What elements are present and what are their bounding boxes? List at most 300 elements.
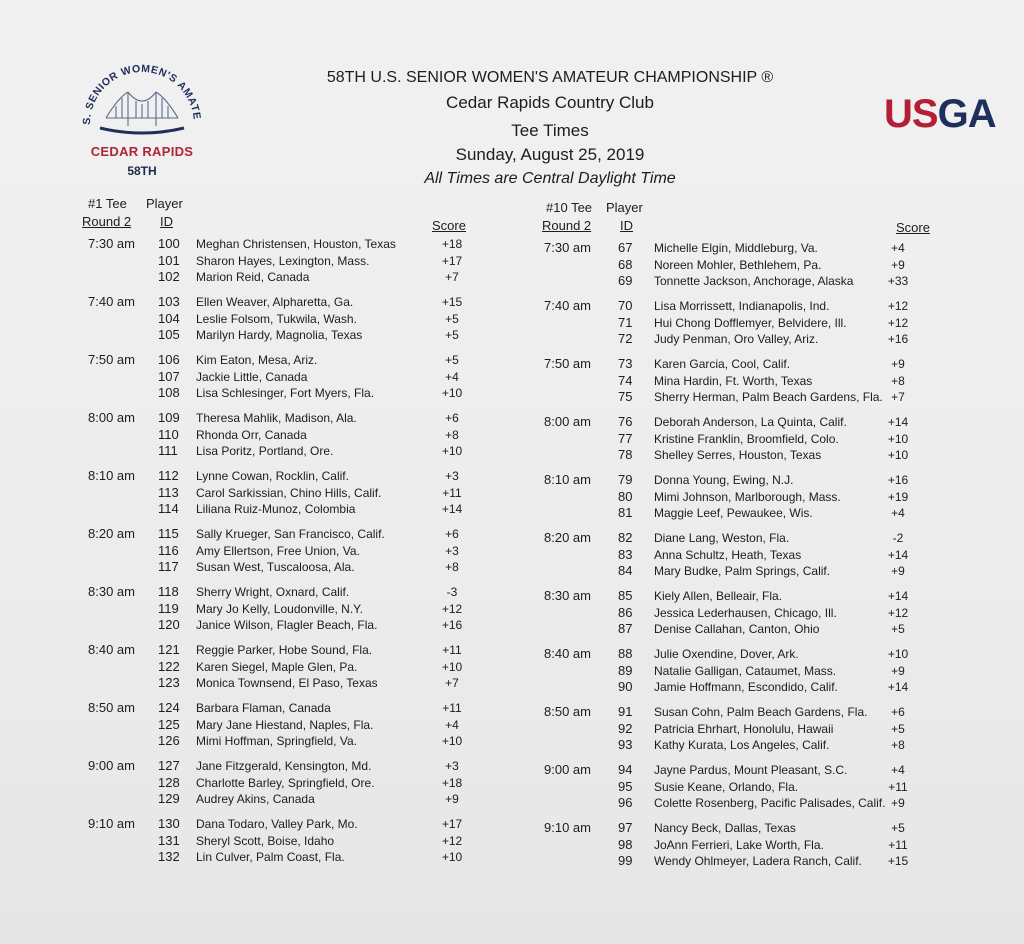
player-row	[82, 584, 482, 601]
player-name: Sally Krueger, San Francisco, Calif.	[196, 527, 385, 541]
tee-time: 7:50 am	[88, 352, 135, 367]
player-row	[542, 447, 922, 464]
player-id: 80	[618, 488, 633, 504]
player-id: 98	[618, 836, 633, 852]
player-score: +9	[445, 792, 459, 806]
player-score: +7	[445, 676, 459, 690]
player-score: +3	[445, 543, 459, 558]
player-id: 73	[618, 356, 633, 371]
venue-name: Cedar Rapids Country Club	[446, 93, 654, 112]
tee-time-group	[82, 294, 482, 344]
player-score: +11	[442, 643, 462, 657]
player-id: 101	[158, 252, 180, 268]
tee10-tee-label: #10 Tee	[546, 200, 593, 215]
player-id: 75	[618, 389, 633, 404]
player-score: +11	[888, 837, 908, 852]
player-row	[82, 617, 482, 634]
player-id: 77	[618, 430, 633, 446]
player-name: Marilyn Hardy, Magnolia, Texas	[196, 328, 363, 342]
player-name: Jessica Lederhausen, Chicago, Ill.	[654, 605, 837, 620]
document-title: Tee Times	[511, 121, 589, 140]
player-score: +15	[887, 854, 909, 868]
player-name: Denise Callahan, Canton, Ohio	[654, 622, 820, 636]
player-score: +33	[887, 274, 909, 288]
player-row	[542, 721, 922, 738]
player-row	[82, 849, 482, 866]
player-row	[542, 298, 922, 315]
player-row	[82, 443, 482, 460]
player-row	[542, 389, 922, 406]
player-row	[82, 642, 482, 659]
player-name: Lisa Schlesinger, Fort Myers, Fla.	[196, 386, 375, 400]
player-row	[542, 820, 922, 837]
tee10-score-label: Score	[896, 220, 930, 235]
tee-time: 8:10 am	[88, 468, 135, 483]
player-row	[542, 795, 922, 812]
player-id: 104	[158, 310, 180, 326]
player-score: +6	[445, 411, 459, 425]
player-id: 107	[158, 368, 180, 384]
player-score: +10	[441, 734, 463, 748]
player-score: +14	[887, 589, 909, 603]
player-row	[82, 468, 482, 485]
tee1-round-label: Round 2	[82, 214, 132, 229]
player-row	[82, 253, 482, 270]
player-name: Mimi Hoffman, Springfield, Va.	[196, 734, 357, 748]
player-id: 106	[158, 352, 180, 367]
player-score: +10	[441, 850, 463, 864]
timezone-note: All Times are Central Daylight Time	[424, 170, 676, 187]
player-score: +16	[887, 473, 909, 487]
usga-logo	[884, 92, 996, 137]
player-name: Karen Siegel, Maple Glen, Pa.	[196, 659, 358, 674]
player-id: 90	[618, 679, 633, 694]
player-row	[542, 605, 922, 622]
player-id: 130	[158, 816, 180, 831]
player-id: 111	[158, 443, 178, 458]
tee-time: 7:40 am	[544, 298, 591, 313]
player-id: 99	[618, 853, 633, 868]
player-id: 76	[618, 414, 633, 429]
player-id: 81	[618, 505, 633, 520]
tee10-player-label: Player	[606, 200, 643, 215]
player-row	[542, 257, 922, 274]
player-score: +14	[887, 547, 909, 562]
player-name: Sheryl Scott, Boise, Idaho	[196, 833, 335, 848]
player-name: Janice Wilson, Flagler Beach, Fla.	[196, 618, 378, 632]
player-id: 96	[618, 795, 633, 810]
player-row	[82, 501, 482, 518]
player-score: +10	[887, 431, 909, 446]
player-score: +5	[891, 821, 905, 835]
player-name: Kim Eaton, Mesa, Ariz.	[196, 353, 318, 367]
player-row	[542, 646, 922, 663]
player-row	[542, 356, 922, 373]
player-row	[542, 762, 922, 779]
player-row	[542, 530, 922, 547]
player-id: 89	[618, 662, 633, 678]
player-score: +14	[441, 502, 463, 516]
player-row	[542, 704, 922, 721]
player-id: 117	[158, 559, 179, 574]
player-score: +11	[888, 779, 908, 794]
player-score: +10	[441, 659, 463, 674]
player-id: 83	[618, 546, 633, 562]
player-row	[542, 414, 922, 431]
tee-time: 8:30 am	[88, 584, 135, 599]
player-id: 109	[158, 410, 180, 425]
player-score: -2	[892, 531, 904, 545]
tee-time-group	[542, 646, 922, 696]
player-name: Jamie Hoffmann, Escondido, Calif.	[654, 680, 838, 694]
player-row	[542, 373, 922, 390]
player-id: 79	[618, 472, 633, 487]
player-id: 122	[158, 658, 180, 674]
player-score: +9	[891, 663, 905, 678]
tee-time: 8:00 am	[88, 410, 135, 425]
player-name: Karen Garcia, Cool, Calif.	[654, 357, 791, 371]
player-name: Mary Budke, Palm Springs, Calif.	[654, 564, 831, 578]
player-name: Rhonda Orr, Canada	[196, 427, 307, 442]
player-id: 124	[158, 700, 180, 715]
player-name: JoAnn Ferrieri, Lake Worth, Fla.	[654, 837, 824, 852]
player-name: Mary Jane Hiestand, Naples, Fla.	[196, 717, 374, 732]
player-score: +12	[441, 833, 463, 848]
tee-time-group	[542, 762, 922, 812]
player-score: +8	[891, 738, 905, 752]
player-row	[82, 311, 482, 328]
player-score: +12	[887, 315, 909, 330]
player-name: Audrey Akins, Canada	[196, 792, 315, 806]
player-name: Carol Sarkissian, Chino Hills, Calif.	[196, 485, 382, 500]
player-score: +8	[445, 427, 459, 442]
tee-time-group	[542, 588, 922, 638]
player-name: Judy Penman, Oro Valley, Ariz.	[654, 332, 819, 346]
player-score: +16	[441, 618, 463, 632]
player-score: +5	[891, 721, 905, 736]
tee-time: 8:40 am	[544, 646, 591, 661]
player-id: 88	[618, 646, 633, 661]
tee-time: 9:00 am	[88, 758, 135, 773]
player-row	[82, 385, 482, 402]
player-name: Kiely Allen, Belleair, Fla.	[654, 589, 783, 603]
player-id: 68	[618, 256, 633, 272]
player-id: 131	[158, 832, 180, 848]
player-row	[82, 700, 482, 717]
player-name: Anna Schultz, Heath, Texas	[654, 547, 802, 562]
player-row	[82, 352, 482, 369]
tee-time-group	[82, 700, 482, 750]
player-id: 112	[158, 468, 179, 483]
tee1-tee-label: #1 Tee	[88, 196, 127, 211]
player-score: +9	[891, 357, 905, 371]
player-name: Julie Oxendine, Dover, Ark.	[654, 647, 799, 661]
tee1-id-label: ID	[160, 214, 173, 229]
player-name: Lynne Cowan, Rocklin, Calif.	[196, 469, 349, 483]
tee-time: 7:30 am	[88, 236, 135, 251]
logo-edition: 58TH	[127, 164, 157, 178]
player-row	[542, 621, 922, 638]
player-id: 114	[158, 501, 179, 516]
player-score: +12	[887, 605, 909, 620]
player-score: +18	[441, 775, 463, 790]
player-id: 87	[618, 621, 633, 636]
player-id: 94	[618, 762, 633, 777]
player-name: Jayne Pardus, Mount Pleasant, S.C.	[654, 763, 848, 777]
player-score: +7	[891, 390, 905, 404]
tee-time-group	[82, 816, 482, 866]
player-row	[542, 505, 922, 522]
tee-time-group	[82, 758, 482, 808]
player-name: Meghan Christensen, Houston, Texas	[196, 237, 396, 251]
championship-title: 58TH U.S. SENIOR WOMEN'S AMATEUR CHAMPIONSHIP ®	[326, 69, 774, 86]
player-row	[82, 775, 482, 792]
player-row	[82, 559, 482, 576]
tee-time: 8:20 am	[88, 526, 135, 541]
player-name: Sherry Wright, Oxnard, Calif.	[196, 585, 350, 599]
player-name: Kathy Kurata, Los Angeles, Calif.	[654, 738, 830, 752]
tee-time-group	[542, 530, 922, 580]
tee-time-group	[82, 642, 482, 692]
player-score: +9	[891, 796, 905, 810]
tee-time-group	[542, 704, 922, 754]
player-name: Reggie Parker, Hobe Sound, Fla.	[196, 643, 373, 657]
player-row	[542, 737, 922, 754]
player-score: +11	[442, 485, 462, 500]
tee-time-group	[542, 298, 922, 348]
player-score: +6	[445, 527, 459, 541]
player-row	[82, 816, 482, 833]
player-name: Diane Lang, Weston, Fla.	[654, 531, 790, 545]
tee-time: 9:10 am	[88, 816, 135, 831]
tee-time: 8:50 am	[544, 704, 591, 719]
player-name: Marion Reid, Canada	[196, 270, 310, 284]
player-score: +5	[891, 622, 905, 636]
player-score: +11	[442, 701, 462, 715]
player-id: 120	[158, 617, 180, 632]
player-score: +14	[887, 415, 909, 429]
player-name: Patricia Ehrhart, Honolulu, Hawaii	[654, 721, 834, 736]
player-id: 132	[158, 849, 180, 864]
tee-time: 8:00 am	[544, 414, 591, 429]
tee-time-group	[542, 472, 922, 522]
player-id: 128	[158, 774, 180, 790]
player-row	[82, 327, 482, 344]
player-id: 105	[158, 327, 180, 342]
player-name: Dana Todaro, Valley Park, Mo.	[196, 817, 358, 831]
player-score: +12	[887, 299, 909, 313]
player-id: 118	[158, 584, 179, 599]
player-name: Leslie Folsom, Tukwila, Wash.	[196, 311, 357, 326]
player-score: +4	[445, 717, 459, 732]
player-name: Mary Jo Kelly, Loudonville, N.Y.	[196, 601, 363, 616]
tee1-column-headers	[82, 196, 482, 236]
player-name: Mimi Johnson, Marlborough, Mass.	[654, 489, 841, 504]
player-id: 74	[618, 372, 633, 388]
player-row	[82, 485, 482, 502]
player-id: 86	[618, 604, 633, 620]
tee-time: 8:50 am	[88, 700, 135, 715]
player-id: 126	[158, 733, 180, 748]
player-id: 97	[618, 820, 633, 835]
player-id: 92	[618, 720, 633, 736]
tee-time: 8:20 am	[544, 530, 591, 545]
player-id: 127	[158, 758, 180, 773]
player-score: +17	[441, 817, 463, 831]
player-row	[82, 427, 482, 444]
player-row	[82, 601, 482, 618]
player-name: Noreen Mohler, Bethlehem, Pa.	[654, 257, 822, 272]
player-name: Lin Culver, Palm Coast, Fla.	[196, 850, 345, 864]
player-id: 108	[158, 385, 180, 400]
player-id: 100	[158, 236, 180, 251]
player-row	[542, 273, 922, 290]
player-name: Sherry Herman, Palm Beach Gardens, Fla.	[654, 390, 883, 404]
player-row	[542, 779, 922, 796]
player-row	[82, 659, 482, 676]
tee-time: 8:40 am	[88, 642, 135, 657]
player-row	[542, 472, 922, 489]
tee-time-group	[542, 414, 922, 464]
player-name: Jackie Little, Canada	[196, 369, 308, 384]
player-id: 116	[158, 542, 179, 558]
player-id: 93	[618, 737, 633, 752]
tee1-player-label: Player	[146, 196, 183, 211]
player-name: Barbara Flaman, Canada	[196, 701, 331, 715]
player-name: Susan Cohn, Palm Beach Gardens, Fla.	[654, 705, 868, 719]
player-name: Maggie Leef, Pewaukee, Wis.	[654, 506, 813, 520]
player-score: +10	[441, 444, 463, 458]
player-row	[82, 733, 482, 750]
tee-time: 8:10 am	[544, 472, 591, 487]
player-id: 78	[618, 447, 633, 462]
tee10-round-label: Round 2	[542, 218, 592, 233]
player-name: Lisa Poritz, Portland, Ore.	[196, 444, 334, 458]
player-name: Tonnette Jackson, Anchorage, Alaska	[654, 274, 854, 288]
player-name: Hui Chong Dofflemyer, Belvidere, Ill.	[654, 315, 847, 330]
player-row	[82, 294, 482, 311]
player-id: 82	[618, 530, 633, 545]
player-score: +5	[445, 353, 459, 367]
player-name: Michelle Elgin, Middleburg, Va.	[654, 241, 818, 255]
tee-time-group	[82, 352, 482, 402]
player-id: 110	[158, 426, 179, 442]
player-score: +4	[891, 506, 905, 520]
player-name: Theresa Mahlik, Madison, Ala.	[196, 411, 357, 425]
player-name: Sharon Hayes, Lexington, Mass.	[196, 253, 370, 268]
player-score: +4	[891, 241, 905, 255]
player-id: 70	[618, 298, 633, 313]
player-name: Natalie Galligan, Cataumet, Mass.	[654, 663, 837, 678]
player-row	[542, 431, 922, 448]
player-name: Kristine Franklin, Broomfield, Colo.	[654, 431, 839, 446]
player-id: 85	[618, 588, 633, 603]
tee-time: 9:10 am	[544, 820, 591, 835]
player-name: Monica Townsend, El Paso, Texas	[196, 676, 378, 690]
championship-logo	[76, 46, 208, 182]
player-score: +10	[441, 386, 463, 400]
player-score: +8	[891, 373, 905, 388]
player-name: Lisa Morrissett, Indianapolis, Ind.	[654, 299, 830, 313]
player-row	[542, 331, 922, 348]
player-id: 129	[158, 791, 180, 806]
player-score: +12	[441, 601, 463, 616]
player-row	[542, 240, 922, 257]
player-row	[82, 369, 482, 386]
tee10-section	[542, 200, 930, 878]
player-row	[542, 547, 922, 564]
tee10-groups	[542, 240, 922, 870]
player-score: +15	[441, 295, 463, 309]
player-row	[82, 269, 482, 286]
usga-logo-ga: GA	[937, 92, 996, 136]
player-name: Amy Ellertson, Free Union, Va.	[196, 543, 360, 558]
player-id: 103	[158, 294, 180, 309]
player-row	[82, 717, 482, 734]
player-row	[542, 563, 922, 580]
tee1-section	[82, 196, 482, 874]
player-row	[542, 315, 922, 332]
tee1-groups	[82, 236, 482, 866]
player-id: 121	[158, 642, 180, 657]
player-id: 69	[618, 273, 633, 288]
player-row	[82, 791, 482, 808]
tee-time-group	[82, 468, 482, 518]
tee-time-group	[542, 820, 922, 870]
logo-arc-text: S. SENIOR WOMEN'S AMATE	[80, 62, 203, 126]
player-score: +3	[445, 759, 459, 773]
player-id: 91	[618, 704, 633, 719]
player-id: 115	[158, 526, 179, 541]
player-score: +3	[445, 469, 459, 483]
player-row	[542, 679, 922, 696]
player-score: +9	[891, 257, 905, 272]
document-header	[250, 68, 850, 188]
player-score: +19	[887, 489, 909, 504]
player-score: +4	[891, 763, 905, 777]
player-score: +8	[445, 560, 459, 574]
player-score: -3	[446, 585, 458, 599]
player-name: Nancy Beck, Dallas, Texas	[654, 821, 796, 835]
tee-time-group	[82, 236, 482, 286]
player-name: Jane Fitzgerald, Kensington, Md.	[196, 759, 372, 773]
player-id: 71	[618, 314, 633, 330]
player-row	[82, 410, 482, 427]
player-name: Donna Young, Ewing, N.J.	[654, 473, 794, 487]
player-row	[82, 526, 482, 543]
player-row	[82, 758, 482, 775]
player-row	[542, 837, 922, 854]
tee-time-group	[82, 584, 482, 634]
player-row	[542, 853, 922, 870]
player-score: +16	[887, 332, 909, 346]
tee-time: 8:30 am	[544, 588, 591, 603]
player-row	[542, 489, 922, 506]
player-id: 102	[158, 269, 180, 284]
tee-time: 7:40 am	[88, 294, 135, 309]
tee-time-group	[82, 410, 482, 460]
player-id: 95	[618, 778, 633, 794]
event-date: Sunday, August 25, 2019	[455, 145, 645, 164]
player-score: +9	[891, 564, 905, 578]
tee10-column-headers	[542, 200, 930, 240]
logo-location: CEDAR RAPIDS	[90, 144, 194, 159]
player-row	[82, 543, 482, 560]
player-name: Wendy Ohlmeyer, Ladera Ranch, Calif.	[654, 854, 862, 868]
player-id: 125	[158, 716, 180, 732]
player-id: 84	[618, 563, 633, 578]
tee-time: 7:50 am	[544, 356, 591, 371]
